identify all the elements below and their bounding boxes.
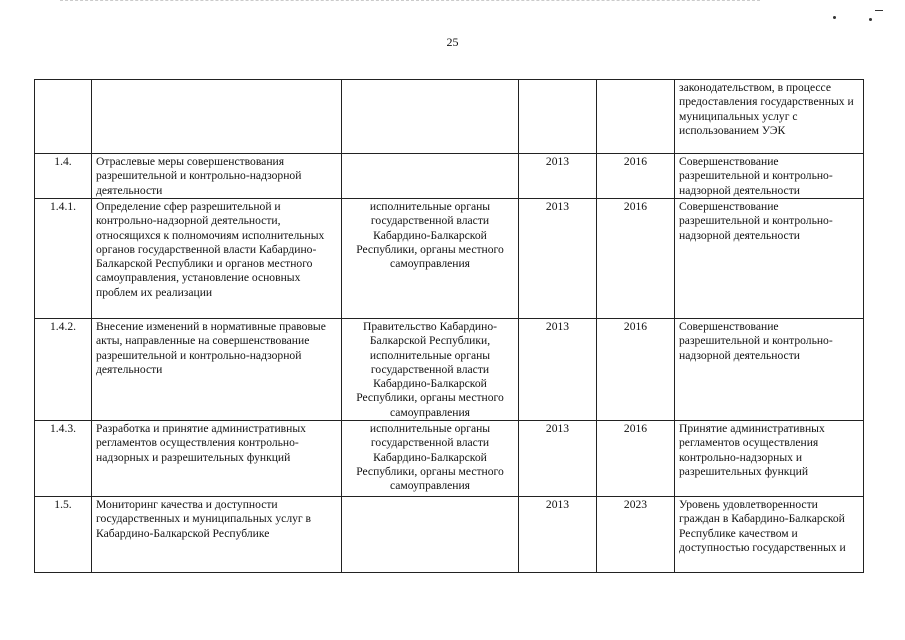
measure-description: Отраслевые меры совершенствования разрешительной и контрольно-надзорной деятельности — [92, 154, 342, 199]
expected-result: Совершенствование разрешительной и контрольно-надзорной деятельности — [675, 154, 864, 199]
expected-result: Уровень удовлетворенности граждан в Кабардино-Балкарской Республике качеством и доступностью государственных и — [675, 497, 864, 573]
measure-description: Внесение изменений в нормативные правовые акты, направленные на совершенствование разрешительной и контрольно-надзорной деятельности — [92, 319, 342, 421]
start-year — [519, 80, 597, 154]
expected-result: Совершенствование разрешительной и контрольно-надзорной деятельности — [675, 319, 864, 421]
measure-description: Определение сфер разрешительной и контрольно-надзорной деятельности, относящихся к полномочиям исполнительных органов государственной власти Кабардино-Балкарской Республики и органов местного самоуправления, установление основных проблем их реализации — [92, 199, 342, 319]
end-year — [597, 80, 675, 154]
table-row — [35, 199, 864, 319]
table-row — [35, 421, 864, 497]
start-year: 2013 — [519, 154, 597, 199]
table-row — [35, 319, 864, 421]
executor: исполнительные органы государственной власти Кабардино-Балкарской Республики, органы местного самоуправления — [342, 199, 519, 319]
measure-description — [92, 80, 342, 154]
row-number: 1.4.1. — [35, 199, 92, 319]
executor: исполнительные органы государственной власти Кабардино-Балкарской Республики, органы местного самоуправления — [342, 421, 519, 497]
scan-edge-line — [60, 0, 760, 3]
measures-table — [34, 79, 864, 573]
executor: Правительство Кабардино-Балкарской Республики, исполнительные органы государственной власти Кабардино-Балкарской Республики, органы местного самоуправления — [342, 319, 519, 421]
end-year: 2016 — [597, 199, 675, 319]
executor — [342, 497, 519, 573]
expected-result: Принятие административных регламентов осуществления контрольно-надзорных и разрешительных функций — [675, 421, 864, 497]
end-year: 2016 — [597, 154, 675, 199]
executor — [342, 80, 519, 154]
row-number — [35, 80, 92, 154]
scan-artifact — [833, 12, 893, 32]
end-year: 2016 — [597, 421, 675, 497]
expected-result: законодательством, в процессе предоставления государственных и муниципальных услуг с использованием УЭК — [675, 80, 864, 154]
table-row — [35, 154, 864, 199]
table-row — [35, 80, 864, 154]
executor — [342, 154, 519, 199]
page-number: 25 — [446, 35, 459, 49]
end-year: 2023 — [597, 497, 675, 573]
row-number: 1.5. — [35, 497, 92, 573]
table-row — [35, 497, 864, 573]
row-number: 1.4. — [35, 154, 92, 199]
measure-description: Разработка и принятие административных регламентов осуществления контрольно-надзорных и разрешительных функций — [92, 421, 342, 497]
row-number: 1.4.2. — [35, 319, 92, 421]
measure-description: Мониторинг качества и доступности государственных и муниципальных услуг в Кабардино-Балкарской Республике — [92, 497, 342, 573]
end-year: 2016 — [597, 319, 675, 421]
start-year: 2013 — [519, 199, 597, 319]
start-year: 2013 — [519, 319, 597, 421]
start-year: 2013 — [519, 497, 597, 573]
start-year: 2013 — [519, 421, 597, 497]
expected-result: Совершенствование разрешительной и контрольно-надзорной деятельности — [675, 199, 864, 319]
row-number: 1.4.3. — [35, 421, 92, 497]
